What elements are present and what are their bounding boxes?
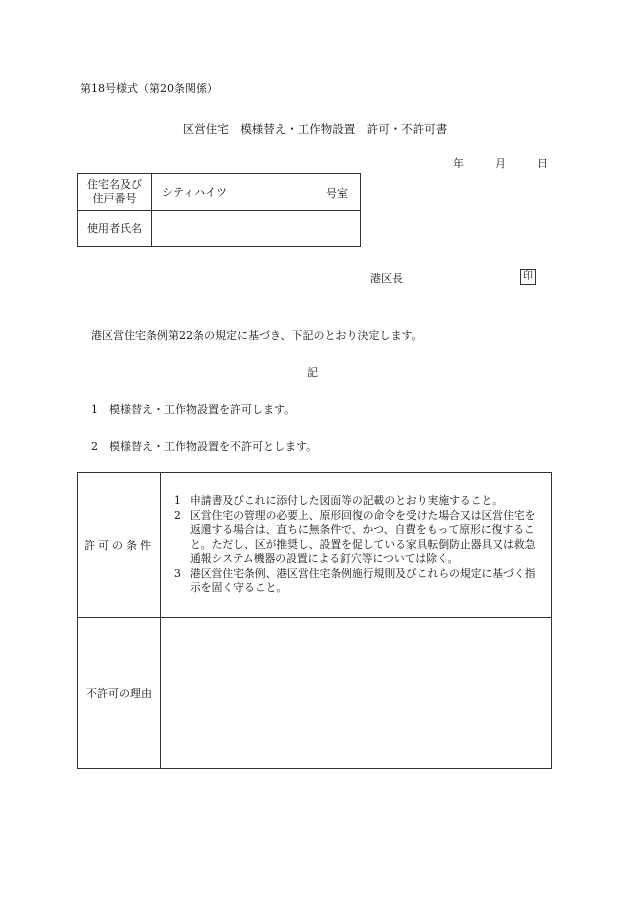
condition-item: 2 区営住宅の管理の必要上、原形回復の命令を受けた場合又は区営住宅を返還する場合は、直ちに無条件で、かつ、自費をもって原形に復すること。ただし、区が推奨し、設置を促している家具転倒防止器具又は救急通報システム機器の設置による釘穴等については除く。 bbox=[174, 508, 536, 566]
document-title: 区営住宅 模様替え・工作物設置 許可・不許可書 bbox=[182, 122, 448, 136]
user-value-cell[interactable] bbox=[152, 211, 361, 247]
decision-item-permit: 1 模様替え・工作物設置を許可します。 bbox=[91, 403, 296, 416]
refusal-reason-label: 不許可の理由 bbox=[78, 618, 161, 769]
condition-item: 1 申請書及びこれに添付した図面等の記載のとおり実施すること。 bbox=[174, 494, 504, 508]
form-code: 第18号様式（第20条関係） bbox=[80, 82, 218, 95]
refusal-reason-field[interactable] bbox=[161, 618, 552, 769]
ki-heading: 記 bbox=[307, 366, 318, 379]
condition-item: 3 港区営住宅条例、港区営住宅条例施行規則及びこれらの規定に基づく指示を固く守ること。 bbox=[174, 566, 536, 595]
conditions-label: 許可の条件 bbox=[78, 473, 161, 618]
seal-stamp: 印 bbox=[520, 269, 536, 285]
date-line bbox=[453, 155, 548, 171]
user-label: 使用者氏名 bbox=[78, 211, 152, 247]
housing-value: シティハイツ bbox=[162, 186, 228, 199]
decision-item-refuse: 2 模様替え・工作物設置を不許可とします。 bbox=[91, 440, 318, 453]
decision-text: 港区営住宅条例第22条の規定に基づき、下記のとおり決定します。 bbox=[91, 329, 423, 342]
date-day: 日 bbox=[537, 157, 548, 170]
conditions-list bbox=[162, 494, 550, 596]
date-year: 年 bbox=[453, 157, 464, 170]
housing-value-cell[interactable] bbox=[152, 174, 361, 211]
conditions-content bbox=[161, 473, 552, 618]
date-month: 月 bbox=[495, 157, 506, 170]
ward-chief: 港区長 bbox=[370, 272, 403, 285]
conditions-table bbox=[77, 472, 552, 769]
housing-label: 住宅名及び住戸番号 bbox=[78, 174, 152, 211]
applicant-info-table bbox=[77, 173, 361, 247]
room-label: 号室 bbox=[326, 187, 348, 200]
